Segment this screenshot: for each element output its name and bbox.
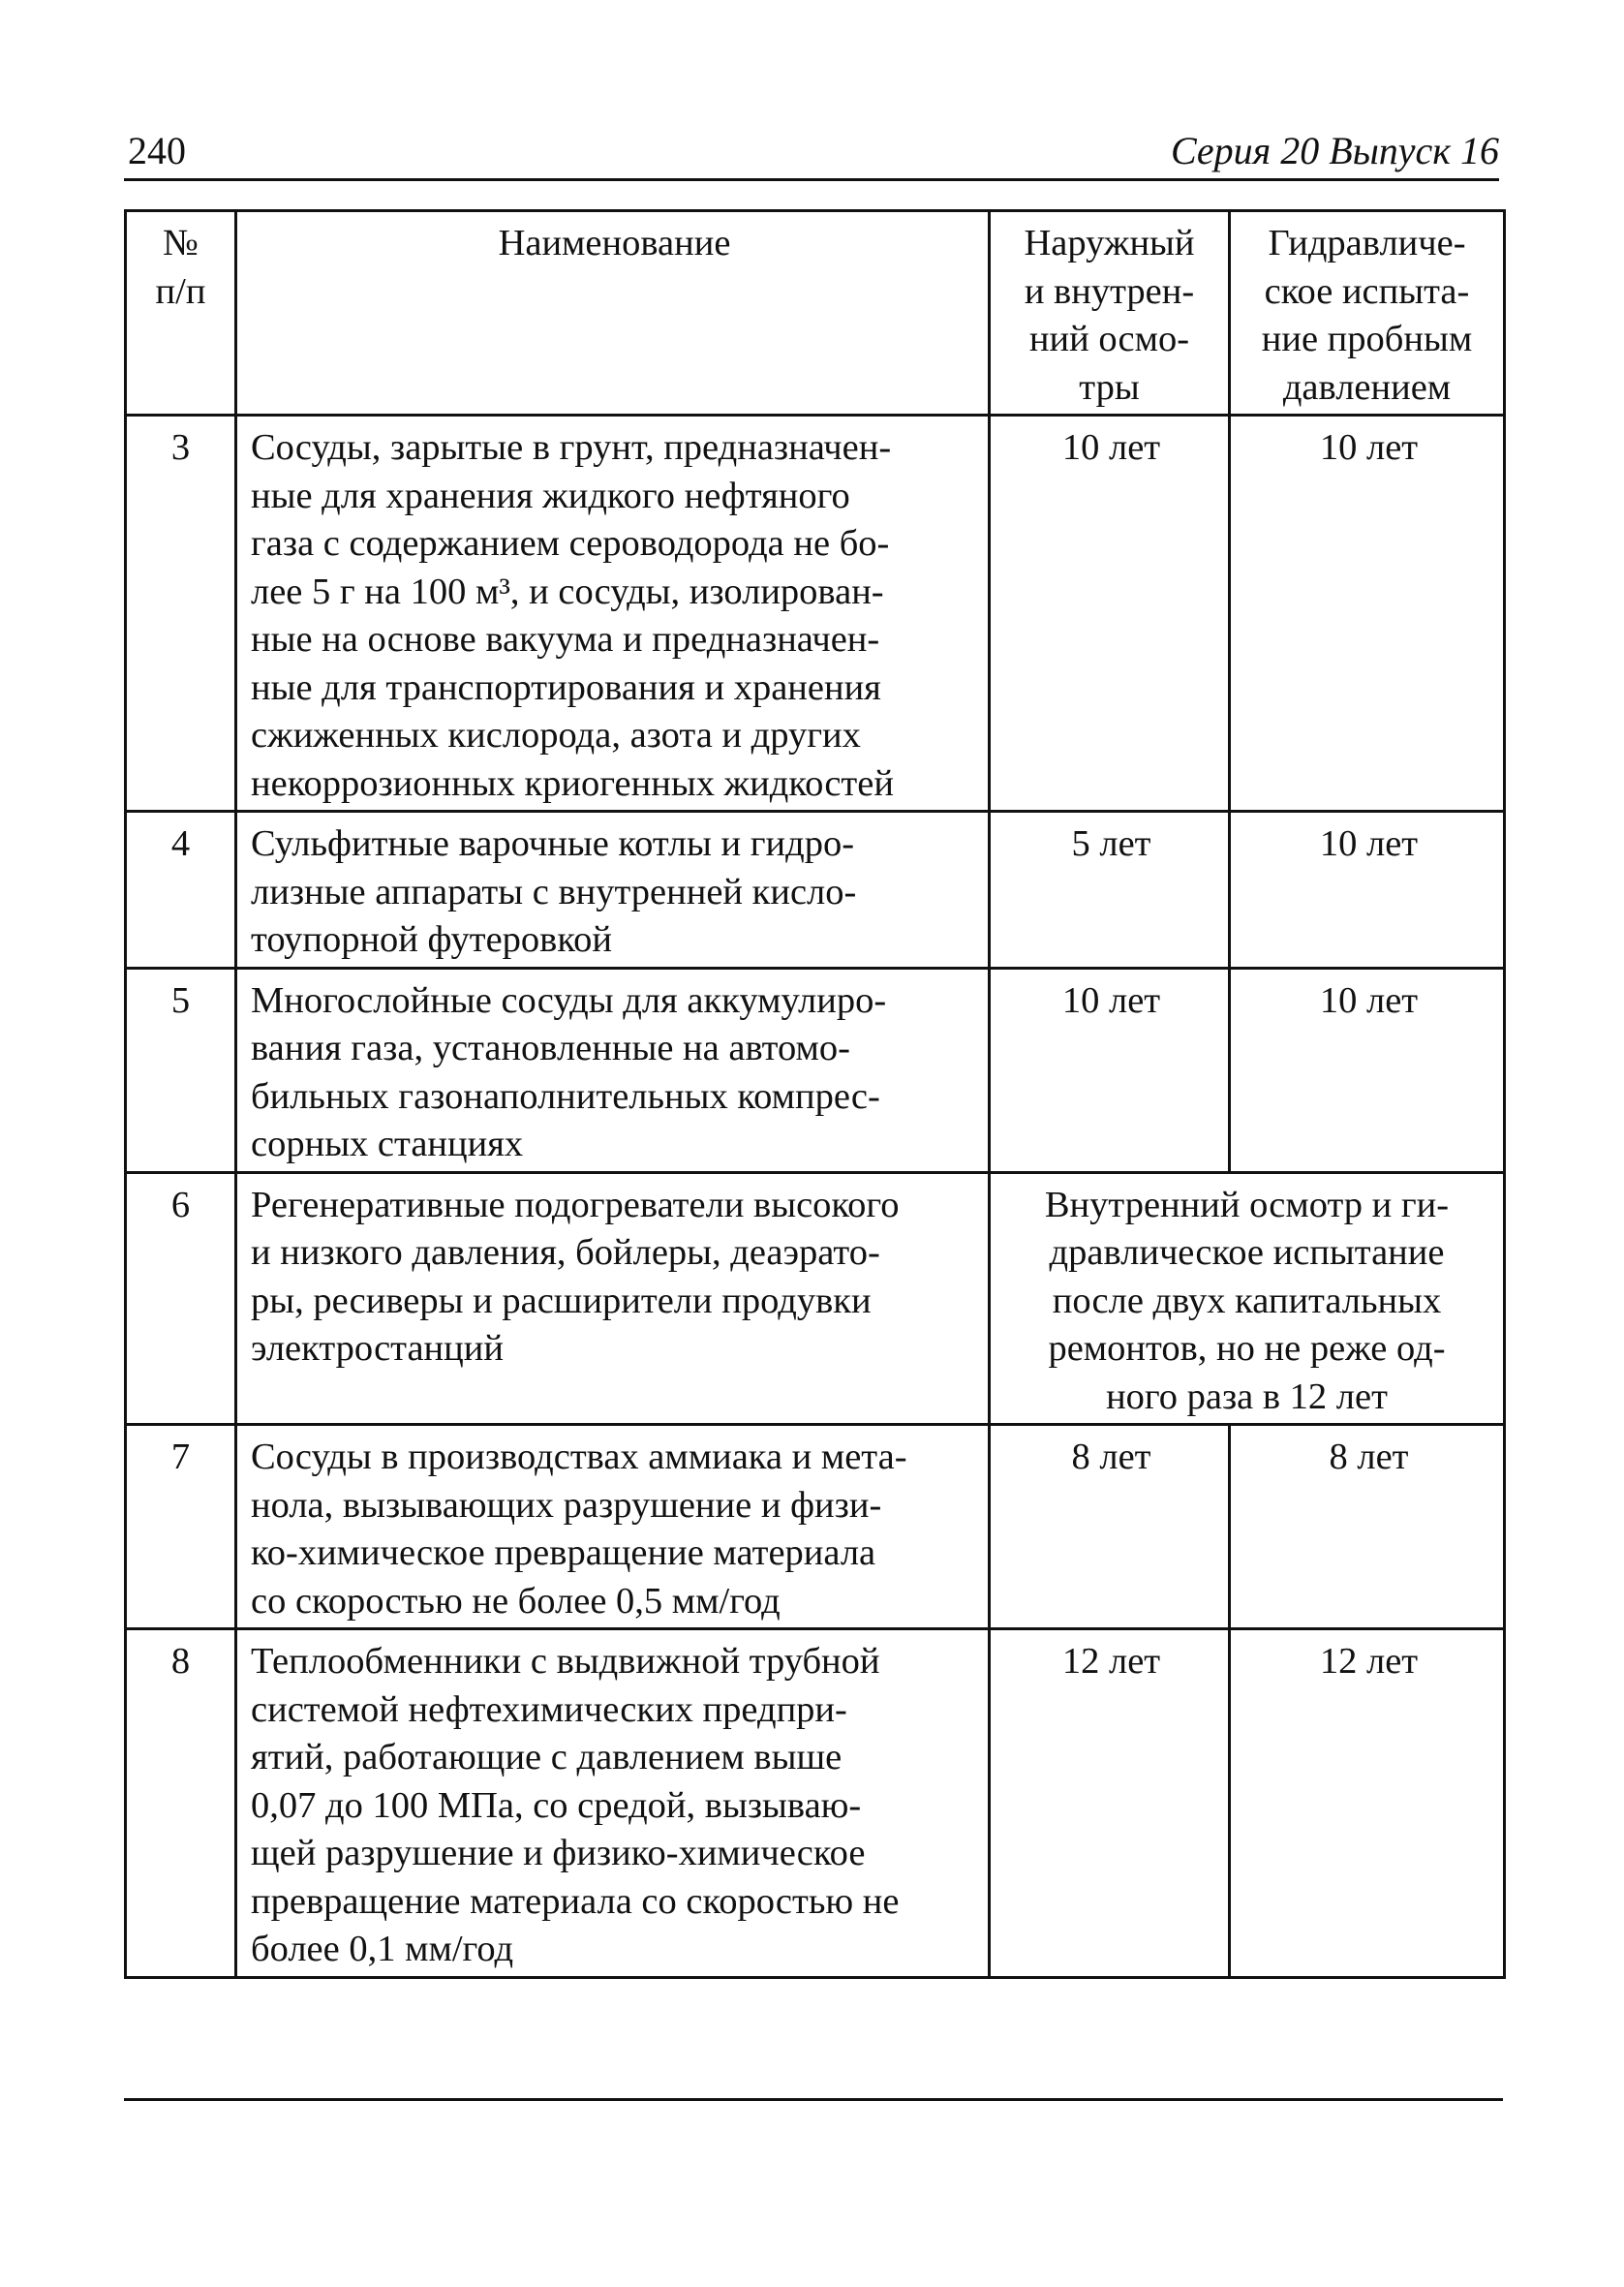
- row-name-cell: [236, 968, 990, 1172]
- row-hydro-interval: 10 лет: [1319, 823, 1419, 864]
- row-number: 6: [170, 1184, 191, 1225]
- row-number: 5: [170, 979, 191, 1021]
- row-name-cell: [236, 1172, 990, 1425]
- row-merged-interval-cell: [990, 1172, 1505, 1425]
- row-number-cell: [126, 416, 236, 812]
- column-header-hydro-text: Гидравличе- ское испыта- ние пробным давлением: [1261, 223, 1473, 408]
- row-number: 7: [170, 1437, 191, 1477]
- row-number-cell: [126, 968, 236, 1172]
- page-header: [124, 124, 1499, 181]
- row-hydro-cell: [1230, 812, 1505, 969]
- row-name: Сосуды, зарытые в грунт, предназначен- ные для хранения жидкого нефтяного газа с содержанием сероводорода не бо- лее 5 г на 100 м³, и сосуды, изолирован- ные на основе вакуума и предназначен- ные для транспортирования и хранения сжиженных кислорода, азота и других некоррозионных криогенных жидкостей: [251, 427, 894, 804]
- table-row: [126, 1172, 1505, 1425]
- row-name-cell: [236, 1629, 990, 1978]
- row-visual-interval: 5 лет: [1071, 823, 1151, 864]
- row-name-cell: [236, 812, 990, 969]
- row-hydro-interval: 10 лет: [1319, 427, 1419, 468]
- row-name: Многослойные сосуды для аккумулиро- вания газа, установленные на автомо- бильных газонаполнительных компрес- сорных станциях: [251, 979, 887, 1164]
- row-number-cell: [126, 1629, 236, 1978]
- row-visual-cell: [990, 1425, 1230, 1629]
- row-visual-cell: [990, 968, 1230, 1172]
- footer-rule: [124, 2098, 1503, 2101]
- row-number: 3: [170, 427, 191, 468]
- table-row: [126, 416, 1505, 812]
- row-number-cell: [126, 1172, 236, 1425]
- row-hydro-interval: 12 лет: [1319, 1641, 1419, 1682]
- row-hydro-cell: [1230, 416, 1505, 812]
- table-header-row: [126, 211, 1505, 416]
- row-visual-cell: [990, 1629, 1230, 1978]
- row-number-cell: [126, 1425, 236, 1629]
- column-header-visual: [990, 211, 1230, 416]
- column-header-num-text: № п/п: [155, 223, 206, 312]
- row-visual-cell: [990, 812, 1230, 969]
- row-visual-interval: 12 лет: [1061, 1641, 1161, 1682]
- table-row: [126, 812, 1505, 969]
- row-hydro-cell: [1230, 1425, 1505, 1629]
- column-header-hydro: [1230, 211, 1505, 416]
- row-number: 8: [170, 1641, 191, 1682]
- row-name: Теплообменники с выдвижной трубной системой нефтехимических предпри- ятий, работающие с давлением выше 0,07 до 100 МПа, со средой, вызываю- щей разрушение и физико-химическое превращение материала со скоростью не более 0,1 мм/год: [251, 1641, 900, 1969]
- inspection-interval-table: [124, 209, 1506, 1979]
- column-header-visual-text: Наружный и внутрен- ний осмо- тры: [1024, 223, 1195, 408]
- table-row: [126, 968, 1505, 1172]
- row-visual-interval: 8 лет: [1071, 1437, 1151, 1477]
- column-header-num: [126, 211, 236, 416]
- row-hydro-cell: [1230, 1629, 1505, 1978]
- row-hydro-interval: 10 лет: [1319, 979, 1419, 1021]
- column-header-name-text: Наименование: [498, 223, 731, 263]
- row-hydro-interval: 8 лет: [1329, 1437, 1409, 1477]
- table-row: [126, 1425, 1505, 1629]
- page-number: 240: [128, 129, 186, 172]
- row-visual-interval: 10 лет: [1061, 427, 1161, 468]
- row-visual-interval: 10 лет: [1061, 979, 1161, 1021]
- row-name-cell: [236, 1425, 990, 1629]
- row-number-cell: [126, 812, 236, 969]
- row-merged-interval: Внутренний осмотр и ги- дравлическое испытание после двух капитальных ремонтов, но не реже од- ного раза в 12 лет: [1044, 1184, 1450, 1417]
- table-row: [126, 1629, 1505, 1978]
- row-name: Регенеративные подогреватели высокого и низкого давления, бойлеры, деаэрато- ры, ресиверы и расширители продувки электростанций: [251, 1184, 900, 1369]
- row-hydro-cell: [1230, 968, 1505, 1172]
- running-title: Серия 20 Выпуск 16: [1170, 129, 1499, 172]
- row-name: Сульфитные варочные котлы и гидро- лизные аппараты с внутренней кисло- тоупорной футеровкой: [251, 823, 857, 960]
- row-name-cell: [236, 416, 990, 812]
- row-visual-cell: [990, 416, 1230, 812]
- column-header-name: [236, 211, 990, 416]
- row-name: Сосуды в производствах аммиака и мета- нола, вызывающих разрушение и физи- ко-химическое превращение материала со скоростью не более 0,5 мм/год: [251, 1437, 907, 1622]
- row-number: 4: [170, 823, 191, 864]
